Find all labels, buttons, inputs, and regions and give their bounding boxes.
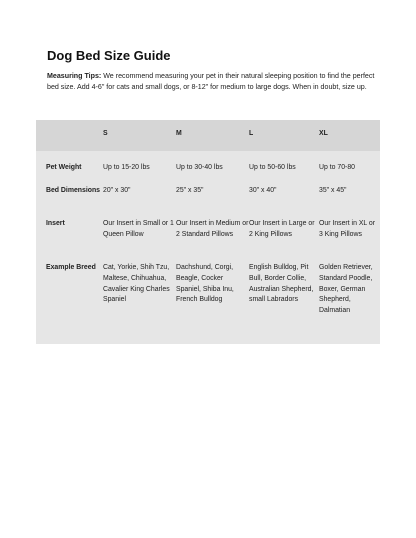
table-cell: Our Insert in XL or 3 King Pillows <box>319 220 376 238</box>
table-cell: Our Insert in Large or 2 King Pillows <box>249 220 315 238</box>
table-cell: Our Insert in Small or 1 Queen Pillow <box>103 220 174 238</box>
table-cell: English Bulldog, Pit Bull, Border Collie, Australian Shepherd, small Labradors <box>249 264 314 304</box>
header-corner <box>36 120 103 151</box>
table-cell: 30" x 40" <box>249 187 277 194</box>
table-cell: Up to 15-20 lbs <box>103 164 150 171</box>
table-cell: Up to 70-80 <box>319 164 356 171</box>
table-row-example-breed <box>36 258 380 344</box>
tips-text: We recommend measuring your pet in their natural sleeping position to find the perfect bed size. Add 4-6" for cats and small dogs, or 8-12" for medium to large dogs. When in doubt, size up. <box>47 72 375 92</box>
table-cell: Dachshund, Corgi, Beagle, Cocker Spaniel, Shiba Inu, French Bulldog <box>176 264 234 304</box>
size-guide-table <box>36 120 380 344</box>
header-size-s: S <box>103 130 108 137</box>
table-cell: Cat, Yorkie, Shih Tzu, Maltese, Chihuahua, Cavalier King Charles Spaniel <box>103 264 170 304</box>
table-row-bed-dimensions <box>36 179 380 216</box>
header-size-xl: XL <box>319 130 328 137</box>
measuring-tips <box>47 71 377 93</box>
header-row <box>36 120 380 151</box>
tips-label: Measuring Tips: <box>47 72 102 80</box>
table-cell: 25" x 35" <box>176 187 204 194</box>
table-body <box>36 151 380 344</box>
row-label: Bed Dimensions <box>46 187 100 194</box>
table-cell: Up to 30-40 lbs <box>176 164 223 171</box>
row-label: Insert <box>46 220 65 227</box>
table-header <box>36 120 380 151</box>
table-cell: Golden Retriever, Standard Poodle, Boxer, German Shepherd, Dalmatian <box>319 264 373 315</box>
row-label: Pet Weight <box>46 164 82 171</box>
header-size-m: M <box>176 130 182 137</box>
row-label: Example Breed <box>46 264 96 271</box>
table-cell: Our Insert in Medium or 2 Standard Pillows <box>176 220 249 238</box>
table-row-pet-weight <box>36 151 380 179</box>
table-cell: 35" x 45" <box>319 187 347 194</box>
table-row-insert <box>36 216 380 258</box>
page-title: Dog Bed Size Guide <box>47 48 171 63</box>
table-cell: Up to 50-60 lbs <box>249 164 296 171</box>
header-size-l: L <box>249 130 254 137</box>
table-cell: 20" x 30" <box>103 187 131 194</box>
